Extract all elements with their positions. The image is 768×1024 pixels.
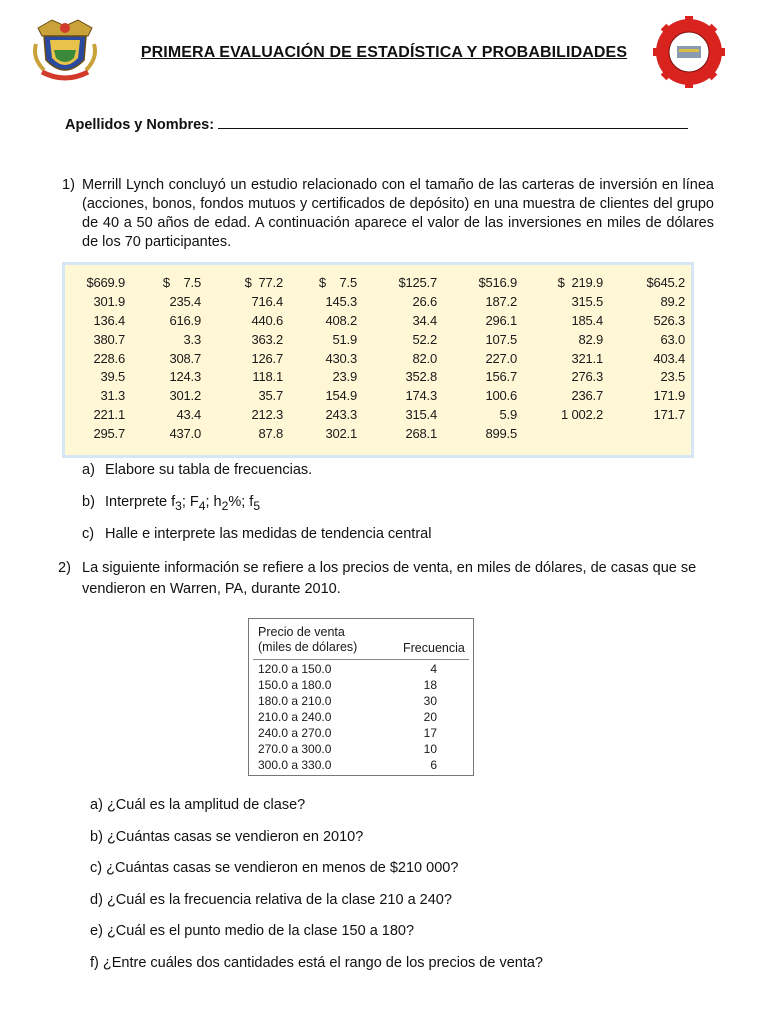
question-2-part: f) ¿Entre cuáles dos cantidades está el rango de los precios de venta? (90, 955, 543, 971)
table-cell: 301.2 (169, 388, 201, 404)
frequency-cell: 4 (430, 662, 437, 676)
table-cell: $ 7.5 (162, 274, 201, 290)
table-cell: 437.0 (169, 426, 201, 442)
table-cell: 63.0 (660, 331, 685, 347)
table-cell: 23.9 (332, 369, 357, 385)
table-cell: 212.3 (251, 407, 283, 423)
table-cell: 302.1 (325, 426, 357, 442)
table-cell: 126.7 (251, 350, 283, 366)
university-crest-icon (30, 14, 100, 86)
table-cell: 321.1 (571, 350, 603, 366)
table-row (73, 292, 685, 311)
table-row (73, 367, 685, 386)
table-cell: 124.3 (169, 369, 201, 385)
table-cell: $669.9 (86, 274, 125, 290)
frequency-cell: 10 (423, 742, 437, 756)
table-cell: 403.4 (653, 350, 685, 366)
house-price-frequency-table (248, 618, 474, 776)
table-cell: 315.5 (571, 293, 603, 309)
frequency-cell: 20 (423, 710, 437, 724)
frequency-cell: 30 (423, 694, 437, 708)
table-cell: $ 7.5 (318, 274, 357, 290)
question-2-part: c) ¿Cuántas casas se vendieron en menos de $210 000? (90, 860, 459, 877)
table-cell: 526.3 (653, 312, 685, 328)
table-row (73, 424, 685, 443)
table-cell: 154.9 (325, 388, 357, 404)
table-cell: 145.3 (325, 293, 357, 309)
question-2-part: e) ¿Cuál es el punto medio de la clase 150 a 180? (90, 923, 415, 940)
price-range-cell: 240.0 a 270.0 (258, 726, 332, 740)
table-cell (517, 424, 603, 443)
question-2-text: La siguiente información se refiere a los precios de venta, en miles de dólares, de casas que se vendieron en Warren, PA, durante 2010. (82, 560, 697, 597)
page-title: PRIMERA EVALUACIÓN DE ESTADÍSTICA Y PROBABILIDADES (140, 44, 628, 61)
table-cell: $516.9 (478, 274, 517, 290)
question-2-part: d) ¿Cuál es la frecuencia relativa de la clase 210 a 240? (90, 891, 452, 908)
question-2-part: a) ¿Cuál es la amplitud de clase? (90, 797, 306, 813)
table-cell: 408.2 (325, 312, 357, 328)
table-cell: 899.5 (485, 426, 517, 442)
table-cell: 89.2 (660, 293, 685, 309)
table-cell: $125.7 (398, 274, 437, 290)
table-cell: 308.7 (169, 350, 201, 366)
question-1 (62, 176, 714, 252)
question-2-part: b) ¿Cuántas casas se vendieron en 2010? (90, 828, 364, 845)
table-cell: 35.7 (258, 388, 283, 404)
question-2-number: 2) (58, 560, 71, 576)
civil-engineering-gear-seal-icon (652, 16, 726, 88)
table-row (73, 349, 685, 368)
table-divider (253, 659, 469, 660)
table-cell: 171.7 (653, 407, 685, 423)
table-cell: 23.5 (660, 369, 685, 385)
table-cell: 430.3 (325, 350, 357, 366)
table-row (73, 311, 685, 330)
table-cell: 295.7 (93, 426, 125, 442)
table-cell: 82.0 (412, 350, 437, 366)
student-name-field[interactable] (65, 114, 705, 133)
table-cell: 43.4 (176, 407, 201, 423)
question-1-part-b: b) Interprete $f_3$; $F_4$; $h_2\%$; $f_5$ (82, 494, 261, 513)
table-cell: $ 219.9 (557, 274, 603, 290)
table-cell: 52.2 (412, 331, 437, 347)
price-column-header: Precio de venta (miles de dólares) (258, 625, 358, 654)
table-cell: 236.7 (571, 388, 603, 404)
frequency-cell: 6 (430, 758, 437, 772)
table-cell: 716.4 (251, 293, 283, 309)
table-cell: 268.1 (405, 426, 437, 442)
table-cell: 26.6 (412, 293, 437, 309)
table-cell: 136.4 (93, 312, 125, 328)
table-cell: 276.3 (571, 369, 603, 385)
table-cell: 301.9 (93, 293, 125, 309)
table-cell: 118.1 (252, 369, 283, 385)
table-cell: 243.3 (325, 407, 357, 423)
table-row (73, 405, 685, 424)
question-1-part-a: a) Elabore su tabla de frecuencias. (82, 462, 313, 478)
table-cell: 31.3 (100, 388, 125, 404)
table-cell: 227.0 (485, 350, 517, 366)
table-cell: 221.1 (93, 407, 125, 423)
table-cell: 156.7 (485, 369, 517, 385)
frequency-column-header: Frecuencia (403, 641, 465, 655)
table-cell: 34.4 (412, 312, 437, 328)
question-1-part-c: c) Halle e interprete las medidas de tendencia central (82, 526, 432, 542)
table-cell: 185.4 (571, 312, 603, 328)
table-cell: 296.1 (485, 312, 517, 328)
price-range-cell: 180.0 a 210.0 (258, 694, 332, 708)
table-cell: 363.2 (251, 331, 283, 347)
investment-data-table (62, 262, 694, 458)
table-cell: 3.3 (183, 331, 201, 347)
table-cell: 187.2 (485, 293, 517, 309)
table-cell (603, 424, 685, 443)
table-cell: 39.5 (100, 369, 125, 385)
table-cell: 100.6 (485, 388, 517, 404)
table-row (73, 330, 685, 349)
student-name-label: Apellidos y Nombres: (65, 117, 215, 133)
question-1-number: 1) (62, 177, 75, 193)
price-range-cell: 210.0 a 240.0 (258, 710, 332, 724)
question-1-text: Merrill Lynch concluyó un estudio relacionado con el tamaño de las carteras de inversión en línea (acciones, bonos, fondos mutuos y certificados de depósito) en una muestra de clientes del grupo de 40 a 50 años de edad. A continuación aparece el valor de las inversiones en miles de dólares de los 70 participantes. (82, 177, 714, 250)
table-cell: 380.7 (93, 331, 125, 347)
price-range-cell: 300.0 a 330.0 (258, 758, 332, 772)
table-cell: 87.8 (258, 426, 283, 442)
question-2 (58, 558, 714, 600)
student-name-blank[interactable] (218, 114, 688, 129)
table-cell: 107.5 (485, 331, 517, 347)
table-row (73, 386, 685, 405)
table-cell: 352.8 (405, 369, 437, 385)
table-cell: $645.2 (646, 274, 685, 290)
price-range-cell: 120.0 a 150.0 (258, 662, 332, 676)
table-cell: 174.3 (405, 388, 437, 404)
table-cell: 171.9 (653, 388, 685, 404)
table-cell: 51.9 (332, 331, 357, 347)
frequency-cell: 18 (423, 678, 437, 692)
price-range-cell: 270.0 a 300.0 (258, 742, 332, 756)
table-cell: 228.6 (93, 350, 125, 366)
table-cell: $ 77.2 (244, 274, 283, 290)
table-row (73, 273, 685, 292)
table-cell: 315.4 (405, 407, 437, 423)
table-cell: 1 002.2 (561, 407, 603, 423)
price-range-cell: 150.0 a 180.0 (258, 678, 332, 692)
table-cell: 440.6 (251, 312, 283, 328)
table-cell: 5.9 (499, 407, 517, 423)
table-cell: 616.9 (169, 312, 201, 328)
table-cell: 82.9 (578, 331, 603, 347)
table-cell: 235.4 (169, 293, 201, 309)
frequency-cell: 17 (423, 726, 437, 740)
